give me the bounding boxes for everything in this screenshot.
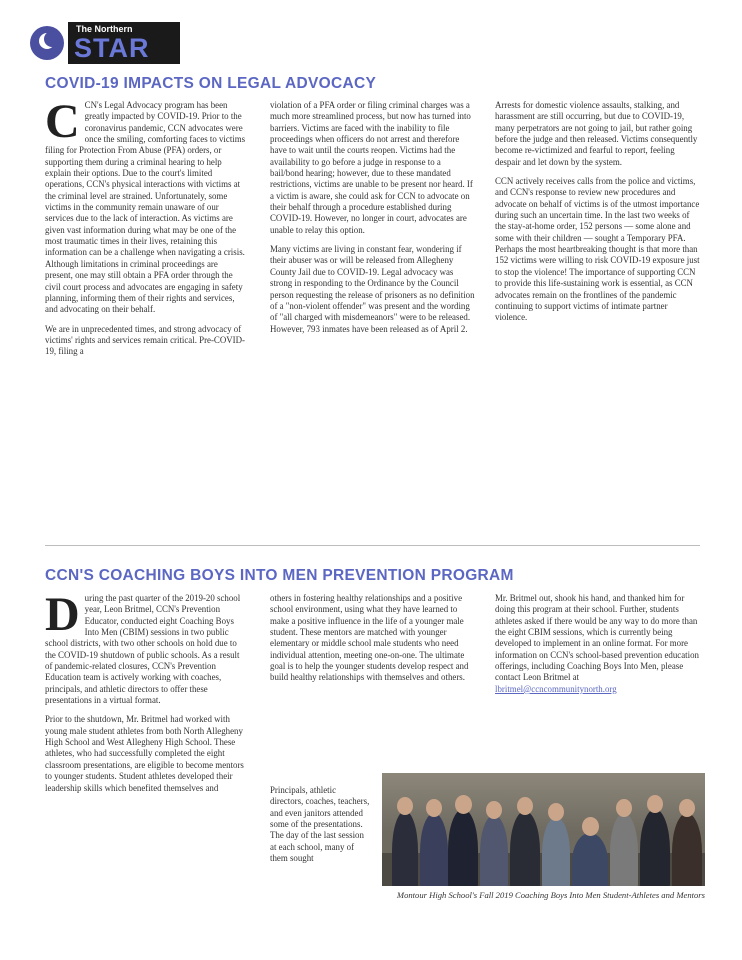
paragraph: others in fostering healthy relationships and a positive school environment, using what they have learned to make a positive influence in the life of a younger male student. These mentors are matched with younger elementary or middle school male students who need individual attention, meeting one-on-one. The ultimate goal is to help the younger students develop respect and build healthy relationships with themselves and others.: [270, 593, 469, 683]
photo-caption: Montour High School's Fall 2019 Coaching Boys Into Men Student-Athletes and Mentors: [396, 890, 705, 900]
article-column-3: [495, 100, 702, 332]
paragraph: Arrests for domestic violence assaults, stalking, and harassment are still occurring, but due to COVID-19, many perpetrators are not going to jail, but rather going before the judge and then released. Victims consequently become re-victimized and fearful to report, feeling despair and let down by the system.: [495, 100, 698, 167]
paragraph: CCN's Legal Advocacy program has been greatly impacted by COVID-19. Prior to the coronavirus pandemic, CCN advocates were once the smiling, comforting faces to victims filing for Protection From Abuse (PFA) orders, or supporting them during a criminal hearing to help explain their options. Due to the court's limited operations, CCN's physical interactions with victims at the criminal level are strained. Unfortunately, some victims in the community remain unaware of our services due to the lack of interaction. As victims are given vast information during what may be one of the most traumatic times in their lives, retaining this information can be a challenge when navigating a crisis. Although limitations in criminal proceedings are present, one may still obtain a PFA order through the civil court process and advocates are engaging in safety planning, informing them of their rights and services, and advocating on their behalf.: [45, 95, 246, 315]
article-column-2: [270, 100, 475, 343]
moon-icon: [30, 26, 64, 60]
paragraph: violation of a PFA order or filing criminal charges was a much more streamlined process, but now has turned into barriers. Victims are faced with the inability to file proceedings when officers do not arrest and therefore have to wait until the courts reopen. Victims had the availability to go before a judge in response to a bail/bond hearing; however, due to these mandated restrictions, victims are unable to be present nor heard. If a victim is aware, she could ask for CCN to advocate on their behalf through a procedure established during COVID-19. However, no longer in court, advocates are unable to relay this option.: [270, 100, 473, 235]
dropcap: D: [45, 588, 80, 641]
paragraph: CCN actively receives calls from the police and victims, and CCN's response to review new procedures and advocate on behalf of victims is of the utmost importance during such an uncertain time. In the last two weeks of the stay-at-home order, 152 persons — some alone and some with their children — sought a Temporary PFA. Perhaps the most heartbreaking thought is that more than 152 victims were willing to risk COVID-19 exposure just to stop the violence! The importance of supporting CCN to provide this life-sustaining work is essential, as CCN advocates remain on the frontlines of the pandemic continuing to support victims of intimate partner violence.: [495, 176, 700, 323]
email-link[interactable]: lbritmel@ccncommunitynorth.org: [495, 683, 617, 694]
paragraph: Many victims are living in constant fear, wondering if their abuser was or will be released from Allegheny County Jail due to COVID-19. Legal advocacy was strong in responding to the Ordinance by the Council person requesting the release of prisoners as no definition of a "non-violent offender" was present and the wording of "all charged with misdemeanors" were to be released. However, 793 inmates have been released as of April 2.: [270, 244, 475, 334]
article-column-2-continued: [270, 785, 370, 872]
masthead-big-text: STAR: [74, 33, 150, 63]
paragraph: During the past quarter of the 2019-20 school year, Leon Britmel, CCN's Prevention Educator, conducted eight Coaching Boys Into Men (CBIM) sessions in two public school districts, with two other schools on hold due to the COVID-19 shutdown of public schools. As a result of pandemic-related closures, CCN's Prevention Education team is actively working with coaches, principals, and athletic directors to offer these presentations in a virtual format.: [45, 588, 241, 706]
article-column-1: [45, 95, 247, 366]
article-column-1: [45, 588, 247, 802]
paragraph: We are in unprecedented times, and strong advocacy of victims' rights and services remain critical. Pre-COVID-19, filing a: [45, 323, 245, 357]
masthead-box: [68, 22, 180, 64]
dropcap: C: [45, 95, 80, 148]
section-title-cbim: CCN'S COACHING BOYS INTO MEN PREVENTION PROGRAM: [45, 567, 514, 584]
article-column-2: [270, 593, 475, 692]
paragraph: Prior to the shutdown, Mr. Britmel had worked with young male student athletes from both North Allegheny High School and West Allegheny High School. These athletes, who had successfully completed the eight classroom presentations, are eligible to become mentors to younger students. Student athletes developed their leadership skills which benefited themselves and: [45, 714, 244, 793]
masthead-small-text: The Northern: [76, 24, 133, 34]
masthead-logo: [30, 22, 190, 64]
paragraph: Principals, athletic directors, coaches, teachers, and even janitors attended some of the presentations. The day of the last session at each school, many of them sought: [270, 785, 370, 864]
article-column-3: [495, 593, 702, 703]
section-title-legal-advocacy: COVID-19 IMPACTS ON LEGAL ADVOCACY: [45, 75, 377, 92]
team-photo: [382, 773, 705, 886]
section-divider: [45, 545, 700, 546]
paragraph: Mr. Britmel out, shook his hand, and thanked him for doing this program at their school. Further, students athletes asked if there would be any way to do more than the eight CBIM sessions, which is currently being developed to implement in an online format. For more information on CCN's school-based prevention education offerings, including Coaching Boys Into Men, please contact Leon Britmel at lbritmel@ccncommunitynorth.org: [495, 593, 699, 694]
